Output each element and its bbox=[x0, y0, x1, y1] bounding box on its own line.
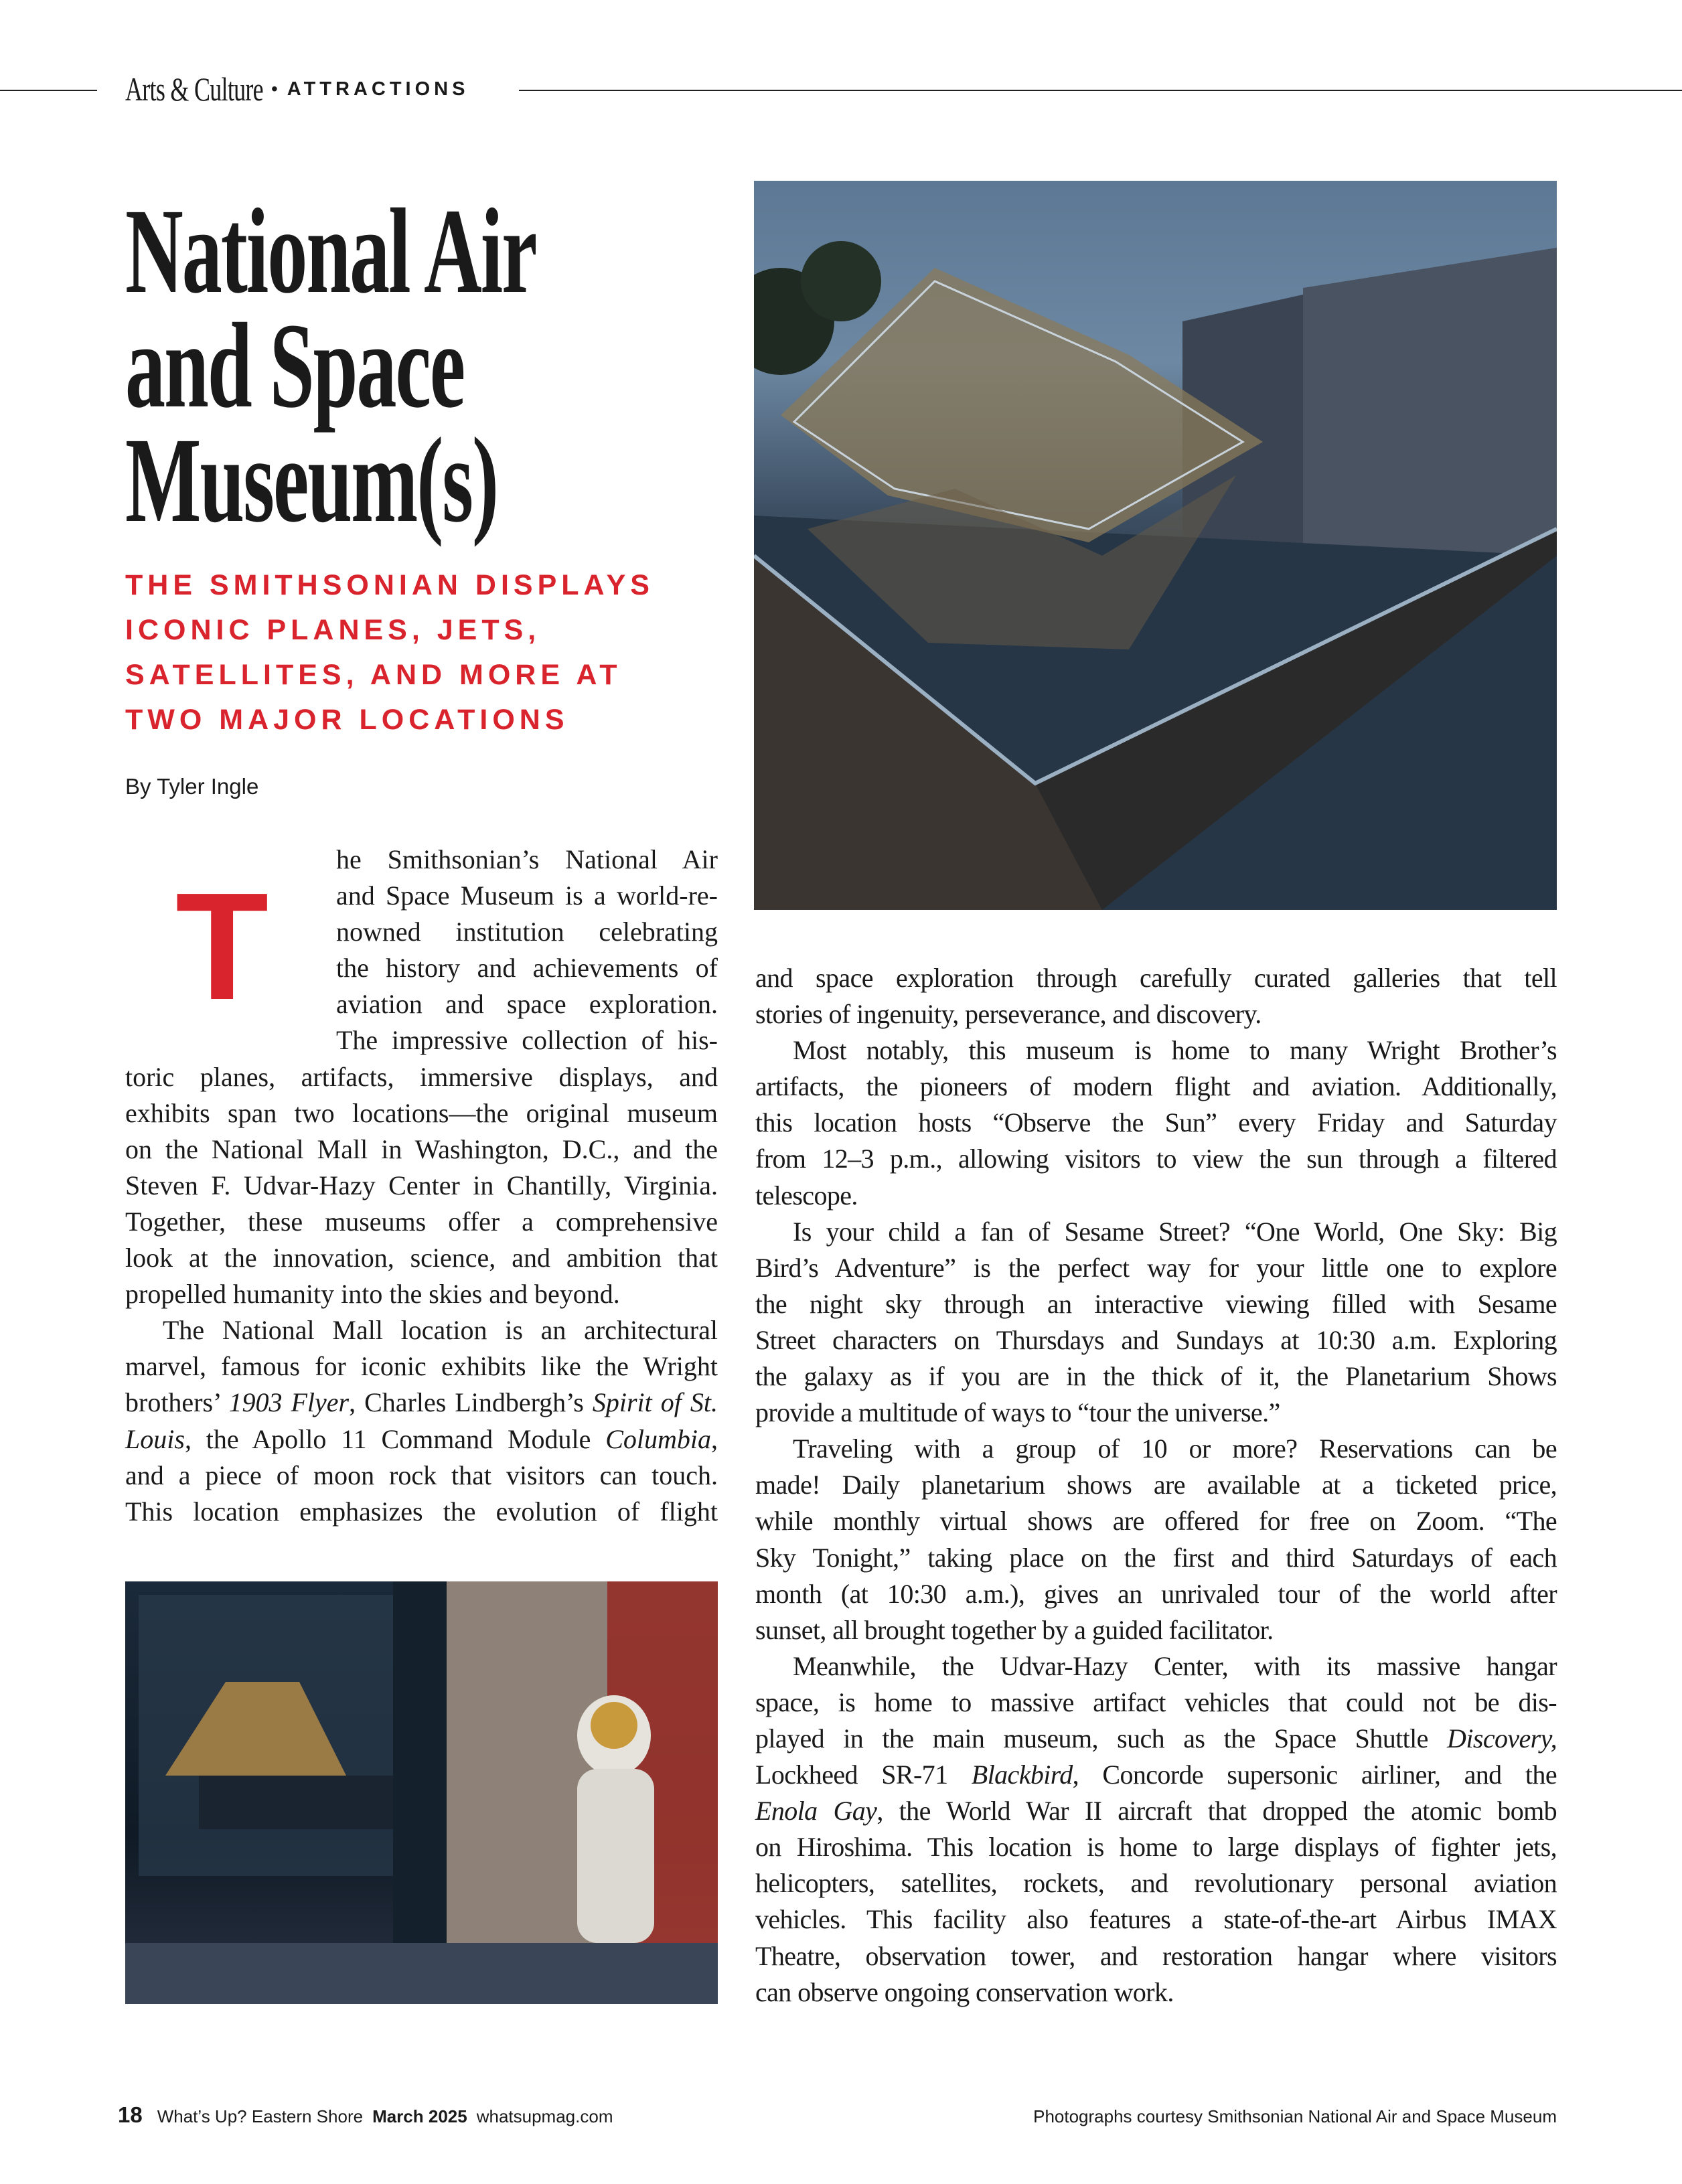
italic-title: Louis bbox=[125, 1423, 185, 1454]
right-column-text bbox=[755, 960, 1557, 2011]
text-line bbox=[755, 1431, 1557, 1467]
text-run: on the National Mall in Washington, D.C., and the bbox=[125, 1134, 718, 1164]
deck-line-2: ICONIC PLANES, JETS, bbox=[125, 614, 541, 646]
section-name: Arts & Culture bbox=[125, 70, 263, 108]
text-line bbox=[336, 986, 718, 1022]
text-run: month (at 10:30 a.m.), gives an unrivaled tour of the world after bbox=[755, 1578, 1557, 1609]
text-line bbox=[755, 1865, 1557, 1901]
text-run: , the Apollo 11 Command Module bbox=[184, 1423, 606, 1454]
photo-credit: Photographs courtesy Smithsonian National Air and Space Museum bbox=[1033, 2106, 1557, 2126]
text-line bbox=[755, 996, 1557, 1032]
text-line bbox=[336, 842, 718, 878]
text-line bbox=[755, 1286, 1557, 1322]
text-run: the night sky through an interactive viewing filled with Sesame bbox=[755, 1288, 1557, 1319]
text-line bbox=[755, 1214, 1557, 1250]
text-run: , Concorde supersonic airliner, and the bbox=[1072, 1760, 1557, 1790]
text-run: the history and achievements of bbox=[336, 953, 718, 984]
text-line bbox=[755, 1358, 1557, 1395]
left-column-text bbox=[125, 842, 718, 1530]
text-run: while monthly virtual shows are offered for free on Zoom. “The bbox=[755, 1506, 1557, 1537]
text-run: the galaxy as if you are in the thick of it, the Planetarium Shows bbox=[755, 1361, 1557, 1392]
text-run: aviation and space exploration. bbox=[336, 989, 718, 1020]
text-line bbox=[125, 1095, 718, 1132]
text-line bbox=[125, 1385, 718, 1421]
text-line bbox=[755, 1503, 1557, 1539]
text-run: Steven F. Udvar-Hazy Center in Chantilly, Virginia. bbox=[125, 1170, 718, 1200]
text-run: Is your child a fan of Sesame Street? “One World, One Sky: Big bbox=[793, 1216, 1557, 1247]
italic-title: Enola Gay bbox=[755, 1796, 877, 1826]
text-run: and Space Museum is a world-re- bbox=[336, 880, 718, 911]
text-line bbox=[125, 1059, 718, 1095]
header-rule-right bbox=[519, 90, 1682, 91]
text-run: , bbox=[711, 1423, 718, 1454]
drop-cap: T bbox=[175, 862, 269, 1032]
text-line bbox=[755, 1757, 1557, 1793]
text-run: nowned institution celebrating bbox=[336, 917, 718, 947]
apollo-exhibit-photo bbox=[125, 1581, 718, 2004]
text-line bbox=[755, 960, 1557, 996]
text-run: vehicles. This facility also features a state-of-the-art Airbus IMAX bbox=[755, 1904, 1557, 1935]
text-run: The National Mall location is an architectural bbox=[163, 1315, 718, 1346]
italic-title: Columbia bbox=[605, 1423, 711, 1454]
text-line bbox=[336, 1022, 718, 1059]
text-run: , Charles Lindbergh’s bbox=[349, 1387, 593, 1418]
text-run: Bird’s Adventure” is the perfect way for your little one to explore bbox=[755, 1252, 1557, 1283]
text-run: stories of ingenuity, perseverance, and discovery. bbox=[755, 999, 1262, 1030]
deck-line-1: THE SMITHSONIAN DISPLAYS bbox=[125, 569, 654, 601]
italic-title: Blackbird bbox=[971, 1760, 1073, 1790]
website-link[interactable]: whatsupmag.com bbox=[476, 2106, 613, 2126]
text-run: marvel, famous for iconic exhibits like the Wright bbox=[125, 1351, 718, 1382]
text-line bbox=[755, 1612, 1557, 1648]
text-run: on Hiroshima. This location is home to large displays of fighter jets, bbox=[755, 1832, 1557, 1863]
text-line bbox=[755, 1322, 1557, 1358]
text-run: from 12–3 p.m., allowing visitors to view the sun through a filtered bbox=[755, 1144, 1557, 1174]
text-run: space, is home to massive artifact vehicles that could not be dis- bbox=[755, 1687, 1557, 1717]
text-run: and space exploration through carefully curated galleries that tell bbox=[755, 963, 1557, 993]
text-line bbox=[125, 1494, 718, 1530]
text-line bbox=[755, 1721, 1557, 1757]
text-line bbox=[755, 1829, 1557, 1865]
text-run: Sky Tonight,” taking place on the first and third Saturdays of each bbox=[755, 1542, 1557, 1573]
text-run: The impressive collection of his- bbox=[336, 1025, 718, 1056]
text-line bbox=[125, 1204, 718, 1240]
text-run: sunset, all brought together by a guided facilitator. bbox=[755, 1614, 1274, 1645]
text-line bbox=[755, 1901, 1557, 1938]
article-title-line-3: Museum(s) bbox=[125, 413, 498, 548]
text-line bbox=[336, 878, 718, 914]
text-line bbox=[125, 1312, 718, 1348]
text-line bbox=[125, 1276, 718, 1312]
text-line bbox=[755, 1648, 1557, 1685]
text-line bbox=[755, 1395, 1557, 1431]
text-line bbox=[755, 1467, 1557, 1503]
text-run: and a piece of moon rock that visitors can touch. bbox=[125, 1460, 718, 1490]
museum-exterior-photo bbox=[754, 181, 1557, 910]
italic-title: Discovery, bbox=[1447, 1723, 1557, 1753]
text-run: This location emphasizes the evolution of flight bbox=[125, 1496, 718, 1527]
text-line bbox=[755, 1685, 1557, 1721]
text-line bbox=[755, 1105, 1557, 1141]
text-run: can observe ongoing conservation work. bbox=[755, 1976, 1174, 2007]
photo-illustration bbox=[754, 181, 1557, 910]
text-line bbox=[755, 1793, 1557, 1829]
italic-title: 1903 Flyer bbox=[228, 1387, 350, 1418]
text-line bbox=[125, 1168, 718, 1204]
text-run: brothers’ bbox=[125, 1387, 229, 1418]
photo-illustration bbox=[125, 1581, 718, 2004]
text-line bbox=[125, 1458, 718, 1494]
text-run: , the World War II aircraft that dropped the atomic bomb bbox=[876, 1796, 1557, 1826]
text-run: Lockheed SR-71 bbox=[755, 1760, 972, 1790]
publication-name: What’s Up? Eastern Shore bbox=[157, 2106, 364, 2126]
text-run: telescope. bbox=[755, 1180, 858, 1211]
text-run: played in the main museum, such as the Space Shuttle bbox=[755, 1723, 1448, 1753]
text-line bbox=[755, 1938, 1557, 1974]
text-run: provide a multitude of ways to “tour the universe.” bbox=[755, 1397, 1280, 1428]
text-line bbox=[125, 1240, 718, 1276]
text-line bbox=[125, 1132, 718, 1168]
header-rule-left bbox=[0, 90, 97, 91]
text-line bbox=[755, 1576, 1557, 1612]
text-run: made! Daily planetarium shows are available at a ticketed price, bbox=[755, 1470, 1557, 1500]
italic-title: Spirit of St. bbox=[592, 1387, 718, 1418]
text-line bbox=[336, 950, 718, 986]
page-number: 18 bbox=[118, 2102, 143, 2127]
text-line bbox=[755, 1069, 1557, 1105]
text-line bbox=[755, 1178, 1557, 1214]
text-run: he Smithsonian’s National Air bbox=[336, 844, 718, 874]
text-run: exhibits span two locations—the original museum bbox=[125, 1097, 718, 1128]
text-run: Meanwhile, the Udvar-Hazy Center, with its massive hangar bbox=[793, 1650, 1557, 1681]
text-run: this location hosts “Observe the Sun” every Friday and Saturday bbox=[755, 1107, 1557, 1138]
footer-publication-info bbox=[118, 2102, 613, 2128]
text-line bbox=[125, 1348, 718, 1385]
text-run: propelled humanity into the skies and beyond. bbox=[125, 1279, 620, 1310]
separator-dot: • bbox=[271, 78, 278, 99]
subsection-name: ATTRACTIONS bbox=[287, 78, 469, 100]
text-run: look at the innovation, science, and ambition that bbox=[125, 1243, 718, 1273]
text-line bbox=[336, 914, 718, 950]
text-run: helicopters, satellites, rockets, and revolutionary personal aviation bbox=[755, 1868, 1557, 1899]
section-header bbox=[125, 70, 469, 108]
text-run: Together, these museums offer a comprehensive bbox=[125, 1206, 718, 1237]
text-run: Street characters on Thursdays and Sundays at 10:30 a.m. Exploring bbox=[755, 1324, 1557, 1355]
article-title-line-1: National Air bbox=[125, 184, 536, 319]
text-line bbox=[755, 1032, 1557, 1069]
issue-date: March 2025 bbox=[372, 2106, 467, 2126]
text-run: Traveling with a group of 10 or more? Reservations can be bbox=[793, 1433, 1557, 1464]
text-run: Theatre, observation tower, and restoration hangar where visitors bbox=[755, 1940, 1557, 1971]
article-title-line-2: and Space bbox=[125, 299, 465, 433]
text-run: Most notably, this museum is home to many Wright Brother’s bbox=[793, 1035, 1557, 1066]
text-line bbox=[755, 1141, 1557, 1177]
text-line bbox=[755, 1540, 1557, 1576]
deck-line-3: SATELLITES, AND MORE AT bbox=[125, 659, 622, 691]
text-run: artifacts, the pioneers of modern flight and aviation. Additionally, bbox=[755, 1071, 1557, 1102]
text-run: toric planes, artifacts, immersive displays, and bbox=[125, 1061, 718, 1092]
text-line bbox=[125, 1421, 718, 1458]
text-line bbox=[755, 1250, 1557, 1286]
text-line bbox=[755, 1974, 1557, 2011]
deck-line-4: TWO MAJOR LOCATIONS bbox=[125, 704, 569, 736]
byline: By Tyler Ingle bbox=[125, 774, 259, 799]
